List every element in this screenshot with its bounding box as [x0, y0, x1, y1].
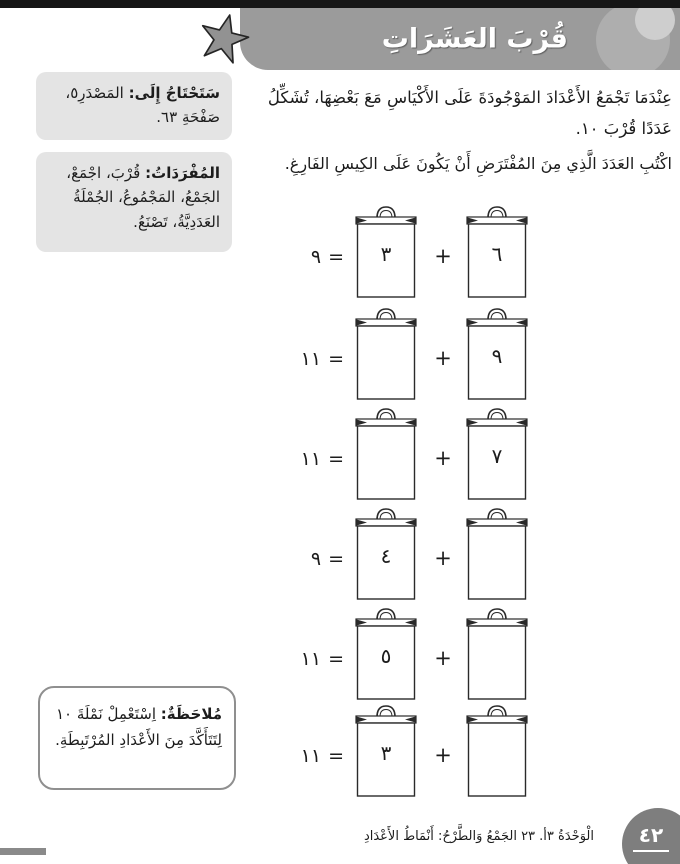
plus-sign: + [434, 244, 452, 268]
bag-right-value: ٩ [491, 344, 503, 368]
bag-left-value: ٥ [380, 644, 392, 668]
plus-sign: + [434, 446, 452, 470]
bag-right [465, 205, 529, 299]
materials-needed-box [36, 72, 232, 140]
bag-left-value: ٣ [380, 741, 392, 765]
equation-result [278, 348, 344, 370]
equation-result [278, 448, 344, 470]
result-value: ١١ [300, 448, 322, 470]
bag-left [354, 704, 418, 798]
shopping-bag-icon [465, 704, 529, 798]
equation-result [278, 745, 344, 767]
bag-right [465, 307, 529, 401]
shopping-bag-icon [465, 607, 529, 701]
result-value: ١١ [300, 745, 322, 767]
bag-left [354, 507, 418, 601]
page-title: قُرْبَ العَشَرَاتِ [381, 23, 568, 55]
bag-left-value: ٣ [380, 242, 392, 266]
equals-sign: = [328, 745, 344, 767]
plus-sign: + [434, 546, 452, 570]
vocabulary-label: المُفْرَدَاتُ: [145, 164, 220, 182]
equals-sign: = [328, 548, 344, 570]
bag-left [354, 607, 418, 701]
note-text: اِسْتَعْمِلْ نَمْلَةَ ١٠ لِتَتَأَكَّدَ مِنَ الأَعْدَادِ المُرْتَبِطَةِ. [55, 705, 222, 749]
plus-sign: + [434, 646, 452, 670]
scan-artifact [0, 848, 46, 855]
page-number-underline [633, 850, 669, 852]
bag-right-empty-answer[interactable] [465, 704, 529, 798]
bag-left-empty-answer[interactable] [354, 407, 418, 501]
shopping-bag-icon [465, 507, 529, 601]
page-number: ٤٢ [638, 822, 664, 847]
bag-right-value: ٦ [491, 242, 503, 266]
equals-sign: = [328, 448, 344, 470]
result-value: ١١ [300, 648, 322, 670]
shopping-bag-icon [354, 407, 418, 501]
equation-result [278, 548, 344, 570]
bag-right-value: ٧ [491, 444, 503, 468]
bag-right-empty-answer[interactable] [465, 607, 529, 701]
problem-row-4 [0, 507, 680, 603]
bag-right [465, 407, 529, 501]
vocabulary-text: قُرْبَ، اجْمَعْ، الجَمْعُ، المَجْمُوعُ، الجُمْلَةُ العَدَدِيَّةُ، تَصْنَعُ. [66, 164, 220, 231]
equals-sign: = [328, 648, 344, 670]
page-number-badge [622, 808, 680, 864]
materials-needed-label: سَتَحْتَاجُ إِلَى: [128, 84, 220, 102]
footer-lesson-info: الْوَحْدَةُ ٣أ. ٢٣ الجَمْعُ وَالطَّرْحُ: أَنْمَاطُ الأَعْدَادِ [363, 829, 594, 844]
shopping-bag-icon [354, 307, 418, 401]
plus-sign: + [434, 743, 452, 767]
top-scan-border [0, 0, 680, 8]
note-box [38, 686, 236, 790]
bag-left-value: ٤ [380, 544, 392, 568]
result-value: ٩ [310, 246, 322, 268]
materials-needed-text: المَصْدَرِ٥، صَفْحَةِ ٦٣. [65, 84, 220, 127]
problem-row-2 [0, 307, 680, 403]
equation-result [278, 648, 344, 670]
result-value: ٩ [310, 548, 322, 570]
bag-left-empty-answer[interactable] [354, 307, 418, 401]
problem-row-3 [0, 407, 680, 503]
result-value: ١١ [300, 348, 322, 370]
exercise-instruction: اكْتُبِ العَدَدَ الَّذِي مِنَ المُفْتَرَضِ أَنْ يَكُونَ عَلَى الكِيسِ الفَارِغِ. [284, 154, 672, 173]
equals-sign: = [328, 246, 344, 268]
bag-right-empty-answer[interactable] [465, 507, 529, 601]
title-banner [240, 8, 680, 70]
equation-result [278, 246, 344, 268]
note-label: مُلاحَظَةٌ: [160, 705, 222, 723]
equals-sign: = [328, 348, 344, 370]
problem-row-1 [0, 205, 680, 301]
lesson-intro-text: عِنْدَمَا تَجْمَعُ الأَعْدَادَ المَوْجُودَةَ عَلَى الأَكْيَاسِ مَعَ بَعْضِهَا، تُشَكِّلُ عَدَدًا قُرْبَ ١٠. [267, 88, 672, 138]
bag-left [354, 205, 418, 299]
plus-sign: + [434, 346, 452, 370]
